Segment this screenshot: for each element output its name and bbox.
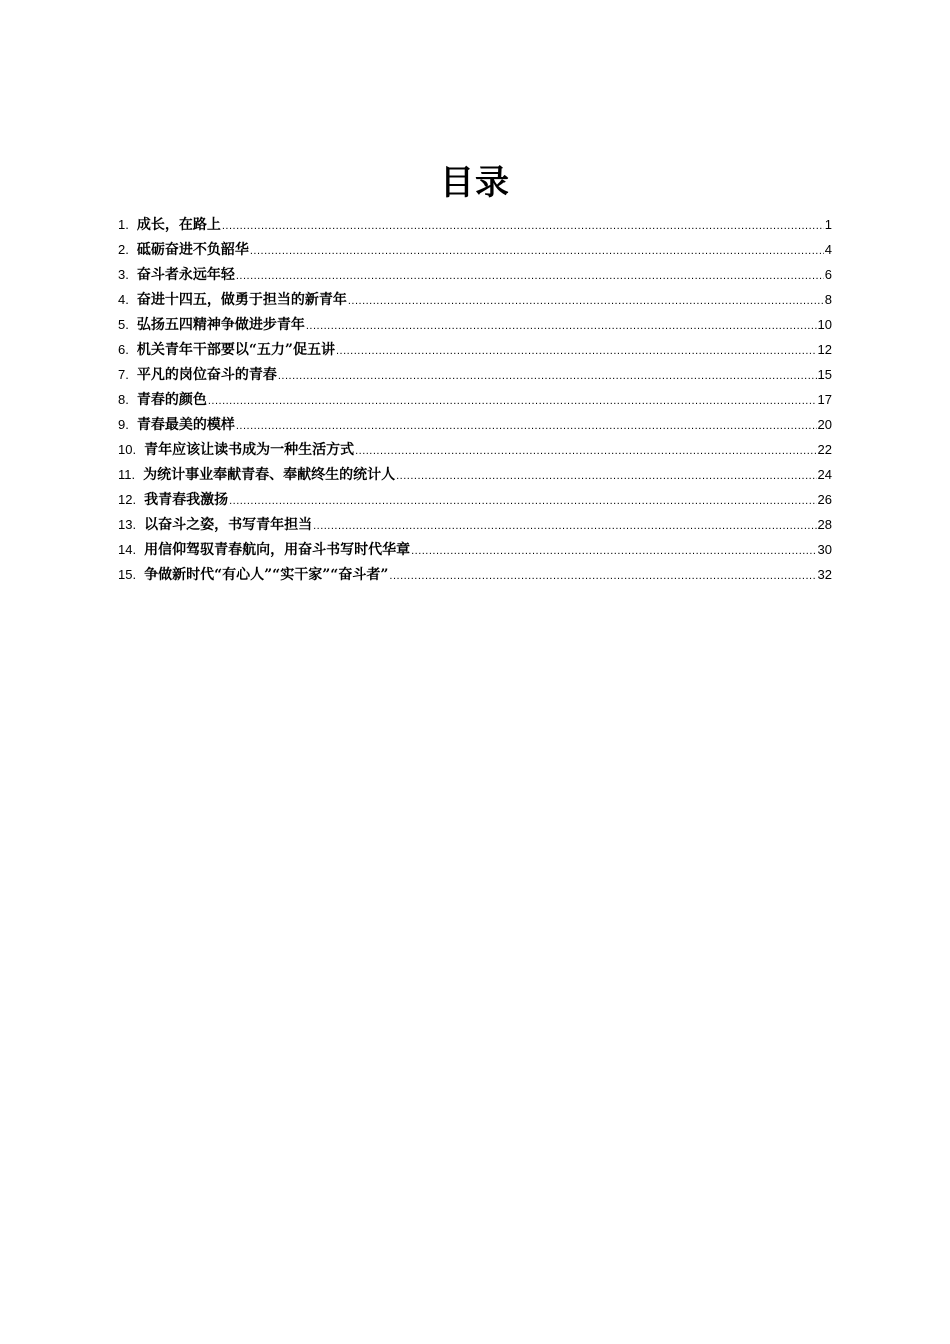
toc-entry-title: 砥砺奋进不负韶华 bbox=[136, 242, 249, 258]
toc-entry[interactable] bbox=[118, 337, 832, 362]
toc-dot-leader bbox=[306, 314, 817, 339]
toc-dot-leader bbox=[208, 389, 817, 414]
toc-entry[interactable] bbox=[118, 412, 832, 437]
toc-entry[interactable] bbox=[118, 487, 832, 512]
toc-entry-number: 13. bbox=[118, 517, 137, 532]
toc-entry-page: 12 bbox=[817, 342, 832, 357]
toc-entry-page: 15 bbox=[817, 367, 832, 382]
toc-entry-number: 7. bbox=[118, 367, 129, 382]
toc-dot-leader bbox=[336, 339, 817, 364]
toc-entry-page: 1 bbox=[824, 217, 832, 232]
toc-entry[interactable] bbox=[118, 512, 832, 537]
toc-dot-leader bbox=[348, 289, 824, 314]
toc-entry-page: 4 bbox=[824, 242, 832, 257]
toc-entry-number: 15. bbox=[118, 567, 137, 582]
toc-entry-page: 30 bbox=[817, 542, 832, 557]
toc-entry-page: 24 bbox=[817, 467, 832, 482]
toc-entry-page: 26 bbox=[817, 492, 832, 507]
toc-entry-title: 成长，在路上 bbox=[136, 217, 221, 233]
toc-dot-leader bbox=[236, 414, 817, 439]
toc-entry-number: 1. bbox=[118, 217, 129, 232]
toc-entry-title: 青年应该让读书成为一种生活方式 bbox=[144, 442, 355, 458]
toc-entry[interactable] bbox=[118, 287, 832, 312]
toc-entry-title: 青春最美的模样 bbox=[136, 417, 235, 433]
toc-entry-page: 20 bbox=[817, 417, 832, 432]
toc-entry-title: 弘扬五四精神争做进步青年 bbox=[136, 317, 305, 333]
toc-entry-title: 奋进十四五，做勇于担当的新青年 bbox=[136, 292, 347, 308]
toc-entry-number: 9. bbox=[118, 417, 129, 432]
toc-entry-number: 5. bbox=[118, 317, 129, 332]
toc-entry-number: 6. bbox=[118, 342, 129, 357]
toc-entry-title: 平凡的岗位奋斗的青春 bbox=[136, 367, 277, 383]
toc-entry-title: 奋斗者永远年轻 bbox=[136, 267, 235, 283]
toc-list bbox=[118, 212, 832, 587]
toc-entry-number: 4. bbox=[118, 292, 129, 307]
toc-entry-title: 争做新时代“有心人”“实干家”“奋斗者” bbox=[144, 567, 389, 583]
toc-entry-page: 17 bbox=[817, 392, 832, 407]
toc-entry-page: 22 bbox=[817, 442, 832, 457]
toc-entry-page: 28 bbox=[817, 517, 832, 532]
toc-entry[interactable] bbox=[118, 312, 832, 337]
toc-entry-page: 6 bbox=[824, 267, 832, 282]
toc-entry-number: 14. bbox=[118, 542, 137, 557]
toc-title: 目录 bbox=[440, 163, 510, 203]
toc-entry[interactable] bbox=[118, 387, 832, 412]
toc-entry-number: 12. bbox=[118, 492, 137, 507]
toc-entry-title: 用信仰驾驭青春航向，用奋斗书写时代华章 bbox=[144, 542, 411, 558]
toc-entry-number: 8. bbox=[118, 392, 129, 407]
toc-entry-page: 8 bbox=[824, 292, 832, 307]
toc-dot-leader bbox=[355, 439, 816, 464]
toc-entry-number: 3. bbox=[118, 267, 129, 282]
toc-dot-leader bbox=[389, 564, 816, 589]
toc-entry[interactable] bbox=[118, 212, 832, 237]
toc-dot-leader bbox=[278, 364, 817, 389]
toc-entry-title: 青春的颜色 bbox=[136, 392, 207, 408]
toc-entry[interactable] bbox=[118, 437, 832, 462]
toc-entry-title: 为统计事业奉献青春、奉献终生的统计人 bbox=[143, 467, 396, 483]
toc-entry[interactable] bbox=[118, 562, 832, 587]
toc-dot-leader bbox=[222, 214, 824, 239]
toc-entry[interactable] bbox=[118, 537, 832, 562]
toc-dot-leader bbox=[411, 539, 816, 564]
toc-dot-leader bbox=[229, 489, 816, 514]
toc-dot-leader bbox=[236, 264, 824, 289]
toc-entry-number: 2. bbox=[118, 242, 129, 257]
toc-entry-number: 11. bbox=[118, 467, 136, 482]
toc-entry-page: 10 bbox=[817, 317, 832, 332]
toc-entry-title: 机关青年干部要以“五力”促五讲 bbox=[136, 342, 335, 358]
toc-entry[interactable] bbox=[118, 237, 832, 262]
toc-entry-title: 以奋斗之姿，书写青年担当 bbox=[144, 517, 313, 533]
toc-entry[interactable] bbox=[118, 462, 832, 487]
toc-entry-page: 32 bbox=[817, 567, 832, 582]
toc-dot-leader bbox=[250, 239, 824, 264]
toc-dot-leader bbox=[313, 514, 816, 539]
toc-entry-number: 10. bbox=[118, 442, 137, 457]
toc-dot-leader bbox=[396, 464, 816, 489]
toc-entry-title: 我青春我激扬 bbox=[144, 492, 229, 508]
toc-entry[interactable] bbox=[118, 362, 832, 387]
toc-entry[interactable] bbox=[118, 262, 832, 287]
